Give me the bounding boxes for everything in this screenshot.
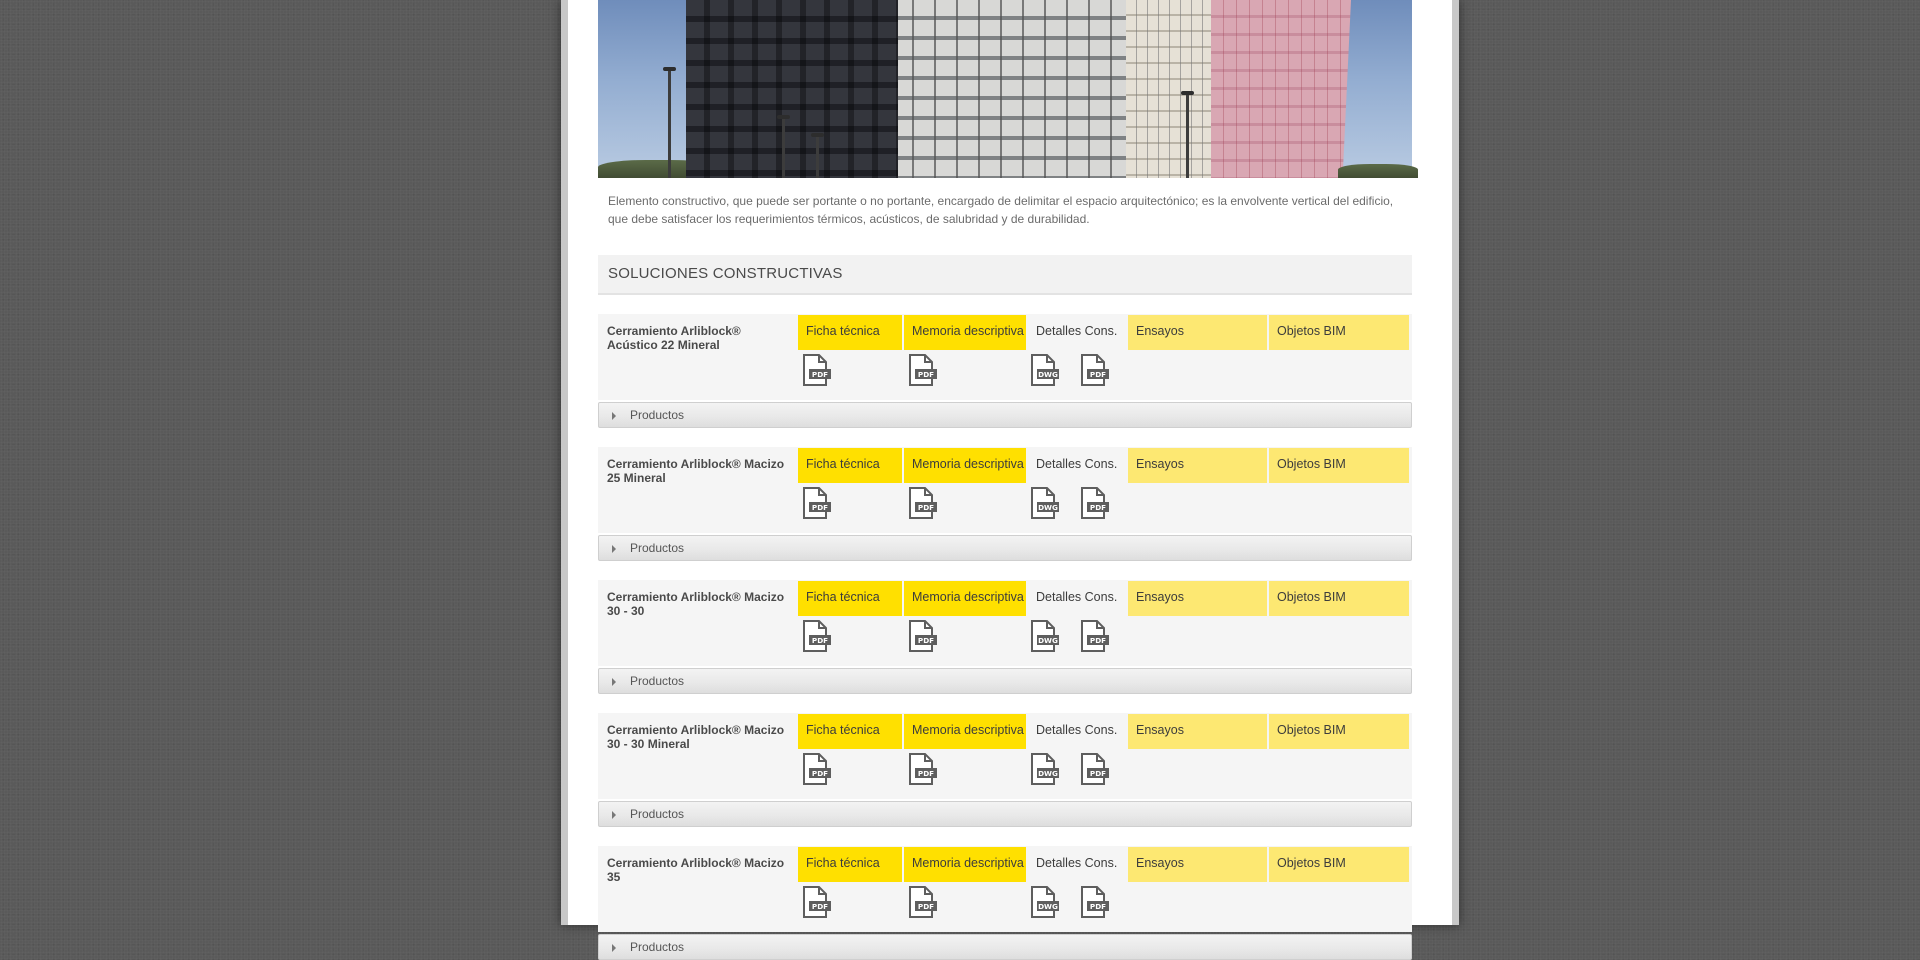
column-memoria-descriptiva	[904, 847, 1026, 931]
column-detalles-cons	[1028, 315, 1126, 399]
column-memoria-descriptiva	[904, 448, 1026, 532]
solution-item	[598, 314, 1412, 428]
column-objetos-bim	[1269, 847, 1409, 931]
svg-text:PDF: PDF	[917, 902, 935, 912]
pdf-file-icon[interactable]	[1080, 487, 1110, 519]
pdf-file-icon[interactable]	[908, 487, 938, 519]
caret-right-icon	[612, 412, 616, 420]
main-content	[598, 0, 1412, 960]
column-ensayos	[1128, 581, 1267, 665]
solution-item	[598, 713, 1412, 827]
column-detalles-cons	[1028, 581, 1126, 665]
column-header-ensayos: Ensayos	[1128, 847, 1267, 882]
productos-expander[interactable]	[598, 668, 1412, 694]
svg-text:PDF: PDF	[811, 503, 829, 513]
intro-description: Elemento constructivo, que puede ser portante o no portante, encargado de delimitar el espacio arquitectónico; es la envolvente vertical del edificio, que debe satisfacer los requerimientos térmicos, acústicos, de salubridad y de durabilidad.	[608, 194, 1394, 226]
column-header-memoria-descriptiva: Memoria descriptiva	[904, 448, 1026, 483]
svg-text:PDF: PDF	[917, 636, 935, 646]
column-ficha-tecnica	[798, 847, 902, 931]
column-header-memoria-descriptiva: Memoria descriptiva	[904, 581, 1026, 616]
solution-name: Cerramiento Arliblock® Macizo 35	[607, 856, 785, 884]
svg-text:PDF: PDF	[917, 370, 935, 380]
svg-text:PDF: PDF	[1089, 636, 1107, 646]
page-container	[561, 0, 1459, 954]
solution-body	[598, 447, 1412, 533]
svg-text:PDF: PDF	[811, 636, 829, 646]
pdf-file-icon[interactable]	[802, 620, 832, 652]
productos-expander[interactable]	[598, 402, 1412, 428]
svg-text:DWG: DWG	[1038, 503, 1058, 513]
pdf-file-icon[interactable]	[802, 354, 832, 386]
caret-right-icon	[612, 944, 616, 952]
pdf-file-icon[interactable]	[802, 487, 832, 519]
productos-label: Productos	[630, 408, 685, 422]
column-ficha-tecnica	[798, 714, 902, 798]
solution-item	[598, 846, 1412, 960]
solution-name: Cerramiento Arliblock® Macizo 30 - 30	[607, 590, 785, 618]
column-ensayos	[1128, 448, 1267, 532]
solution-name: Cerramiento Arliblock® Macizo 25 Mineral	[607, 457, 785, 485]
column-header-ficha-tecnica: Ficha técnica	[798, 714, 902, 749]
column-header-ensayos: Ensayos	[1128, 315, 1267, 350]
productos-label: Productos	[630, 541, 685, 555]
column-header-objetos-bim: Objetos BIM	[1269, 315, 1409, 350]
column-ficha-tecnica	[798, 315, 902, 399]
productos-label: Productos	[630, 674, 685, 688]
column-header-detalles-cons: Detalles Cons.	[1028, 714, 1126, 749]
svg-text:PDF: PDF	[1089, 902, 1107, 912]
column-objetos-bim	[1269, 448, 1409, 532]
column-ensayos	[1128, 714, 1267, 798]
column-header-ficha-tecnica: Ficha técnica	[798, 448, 902, 483]
solution-body	[598, 580, 1412, 666]
svg-text:PDF: PDF	[811, 370, 829, 380]
column-ensayos	[1128, 847, 1267, 931]
column-ficha-tecnica	[798, 448, 902, 532]
pdf-file-icon[interactable]	[802, 886, 832, 918]
column-detalles-cons	[1028, 847, 1126, 931]
svg-text:PDF: PDF	[811, 769, 829, 779]
pdf-file-icon[interactable]	[1080, 354, 1110, 386]
column-header-ensayos: Ensayos	[1128, 714, 1267, 749]
section-title: SOLUCIONES CONSTRUCTIVAS	[598, 255, 1412, 295]
column-header-detalles-cons: Detalles Cons.	[1028, 315, 1126, 350]
column-header-objetos-bim: Objetos BIM	[1269, 714, 1409, 749]
solution-name: Cerramiento Arliblock® Macizo 30 - 30 Mineral	[607, 723, 785, 751]
column-memoria-descriptiva	[904, 714, 1026, 798]
pdf-file-icon[interactable]	[908, 886, 938, 918]
column-header-objetos-bim: Objetos BIM	[1269, 847, 1409, 882]
solution-item	[598, 447, 1412, 561]
solution-body	[598, 314, 1412, 400]
caret-right-icon	[612, 678, 616, 686]
dwg-file-icon[interactable]	[1030, 487, 1060, 519]
column-ficha-tecnica	[798, 581, 902, 665]
pdf-file-icon[interactable]	[1080, 886, 1110, 918]
column-objetos-bim	[1269, 581, 1409, 665]
pdf-file-icon[interactable]	[1080, 620, 1110, 652]
svg-text:PDF: PDF	[917, 503, 935, 513]
svg-text:DWG: DWG	[1038, 636, 1058, 646]
productos-label: Productos	[630, 807, 685, 821]
column-header-ficha-tecnica: Ficha técnica	[798, 847, 902, 882]
caret-right-icon	[612, 545, 616, 553]
pdf-file-icon[interactable]	[908, 354, 938, 386]
svg-text:DWG: DWG	[1038, 370, 1058, 380]
column-header-ensayos: Ensayos	[1128, 581, 1267, 616]
svg-text:PDF: PDF	[917, 769, 935, 779]
solution-name: Cerramiento Arliblock® Acústico 22 Mineral	[607, 324, 741, 352]
column-header-memoria-descriptiva: Memoria descriptiva	[904, 847, 1026, 882]
column-memoria-descriptiva	[904, 581, 1026, 665]
caret-right-icon	[612, 811, 616, 819]
svg-text:PDF: PDF	[1089, 370, 1107, 380]
column-detalles-cons	[1028, 448, 1126, 532]
solution-body	[598, 846, 1412, 932]
column-header-ensayos: Ensayos	[1128, 448, 1267, 483]
column-header-memoria-descriptiva: Memoria descriptiva	[904, 714, 1026, 749]
svg-text:DWG: DWG	[1038, 902, 1058, 912]
svg-text:PDF: PDF	[1089, 503, 1107, 513]
column-header-objetos-bim: Objetos BIM	[1269, 448, 1409, 483]
column-objetos-bim	[1269, 315, 1409, 399]
pdf-file-icon[interactable]	[908, 753, 938, 785]
productos-expander[interactable]	[598, 934, 1412, 960]
solutions-list	[598, 314, 1412, 960]
dwg-file-icon[interactable]	[1030, 886, 1060, 918]
dwg-file-icon[interactable]	[1030, 753, 1060, 785]
column-header-detalles-cons: Detalles Cons.	[1028, 581, 1126, 616]
pdf-file-icon[interactable]	[1080, 753, 1110, 785]
column-detalles-cons	[1028, 714, 1126, 798]
productos-label: Productos	[630, 940, 685, 954]
column-header-objetos-bim: Objetos BIM	[1269, 581, 1409, 616]
column-ensayos	[1128, 315, 1267, 399]
pdf-file-icon[interactable]	[802, 753, 832, 785]
svg-text:PDF: PDF	[1089, 769, 1107, 779]
pdf-file-icon[interactable]	[908, 620, 938, 652]
svg-text:PDF: PDF	[811, 902, 829, 912]
dwg-file-icon[interactable]	[1030, 620, 1060, 652]
solution-body	[598, 713, 1412, 799]
column-memoria-descriptiva	[904, 315, 1026, 399]
column-header-detalles-cons: Detalles Cons.	[1028, 448, 1126, 483]
dwg-file-icon[interactable]	[1030, 354, 1060, 386]
solution-item	[598, 580, 1412, 694]
productos-expander[interactable]	[598, 535, 1412, 561]
column-header-memoria-descriptiva: Memoria descriptiva	[904, 315, 1026, 350]
productos-expander[interactable]	[598, 801, 1412, 827]
hero-image	[598, 0, 1412, 178]
column-objetos-bim	[1269, 714, 1409, 798]
column-header-detalles-cons: Detalles Cons.	[1028, 847, 1126, 882]
column-header-ficha-tecnica: Ficha técnica	[798, 315, 902, 350]
svg-text:DWG: DWG	[1038, 769, 1058, 779]
column-header-ficha-tecnica: Ficha técnica	[798, 581, 902, 616]
